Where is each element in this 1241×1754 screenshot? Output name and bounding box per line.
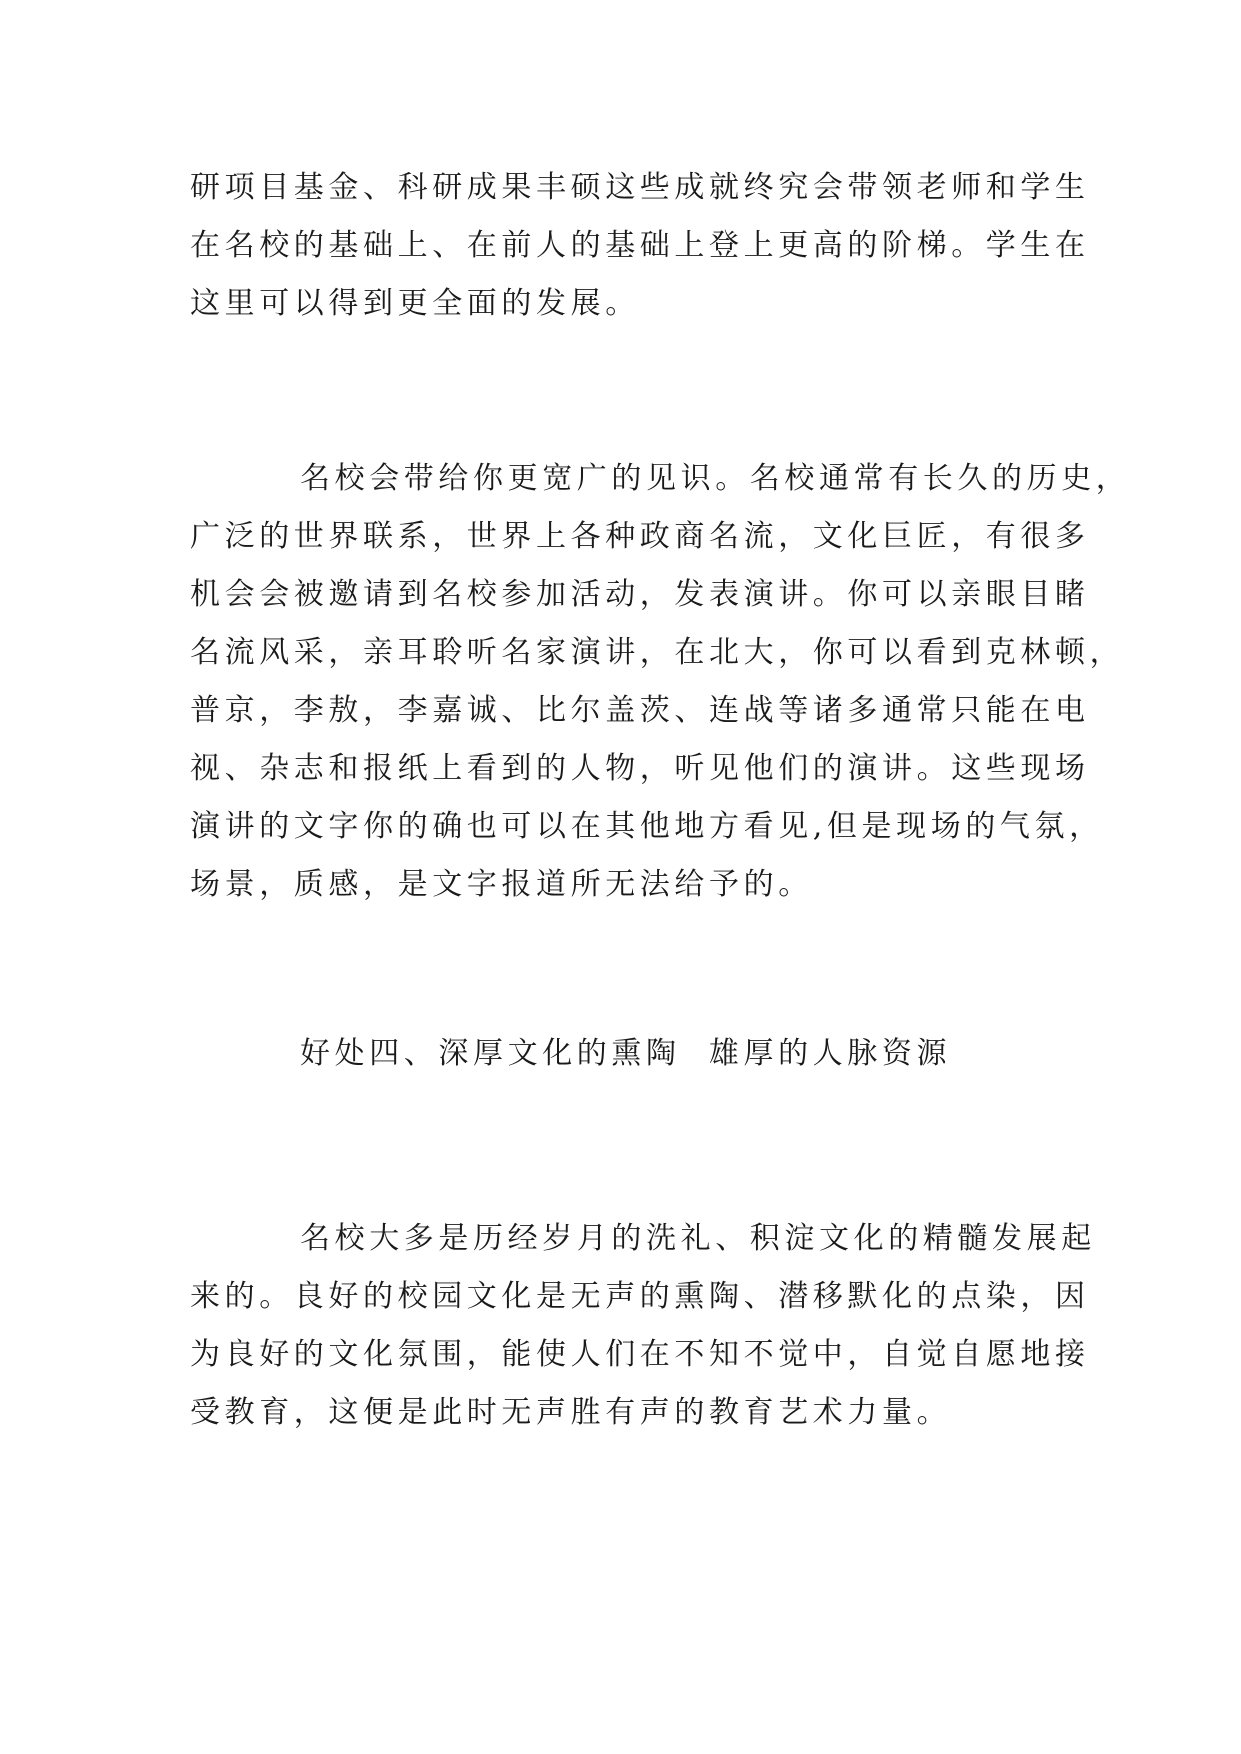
paragraph-line: 受教育，这便是此时无声胜有声的教育艺术力量。 [190,1395,952,1430]
paragraph-line: 名校会带给你更宽广的见识。名校通常有长久的历史， [300,461,1131,496]
paragraph-line: 名校大多是历经岁月的洗礼、积淀文化的精髓发展起 [300,1221,1096,1256]
paragraph-line: 来的。良好的校园文化是无声的熏陶、潜移默化的点染，因 [190,1279,1090,1314]
paragraph-continued [190,159,1090,333]
paragraph-line: 在名校的基础上、在前人的基础上登上更高的阶梯。学生在 [190,228,1090,263]
paragraph-line: 广泛的世界联系，世界上各种政商名流，文化巨匠，有很多 [190,519,1090,554]
paragraph-line: 视、杂志和报纸上看到的人物，听见他们的演讲。这些现场 [190,751,1090,786]
paragraph-line: 名流风采，亲耳聆听名家演讲，在北大，你可以看到克林顿， [190,635,1125,670]
paragraph-line: 这里可以得到更全面的发展。 [190,286,640,321]
paragraph-line: 机会会被邀请到名校参加活动，发表演讲。你可以亲眼目睹 [190,577,1090,612]
section-heading-text: 好处四、深厚文化的熏陶 雄厚的人脉资源 [300,1036,952,1071]
paragraph-line: 场景，质感，是文字报道所无法给予的。 [190,867,813,902]
section-heading [190,1025,1050,1083]
paragraph-broader-knowledge [190,450,1131,914]
paragraph-line: 普京，李敖，李嘉诚、比尔盖茨、连战等诸多通常只能在电 [190,693,1090,728]
paragraph-line: 研项目基金、科研成果丰硕这些成就终究会带领老师和学生 [190,170,1090,205]
paragraph-campus-culture [190,1210,1096,1442]
paragraph-line: 演讲的文字你的确也可以在其他地方看见,但是现场的气氛， [190,809,1104,844]
paragraph-line: 为良好的文化氛围，能使人们在不知不觉中，自觉自愿地接 [190,1337,1090,1372]
